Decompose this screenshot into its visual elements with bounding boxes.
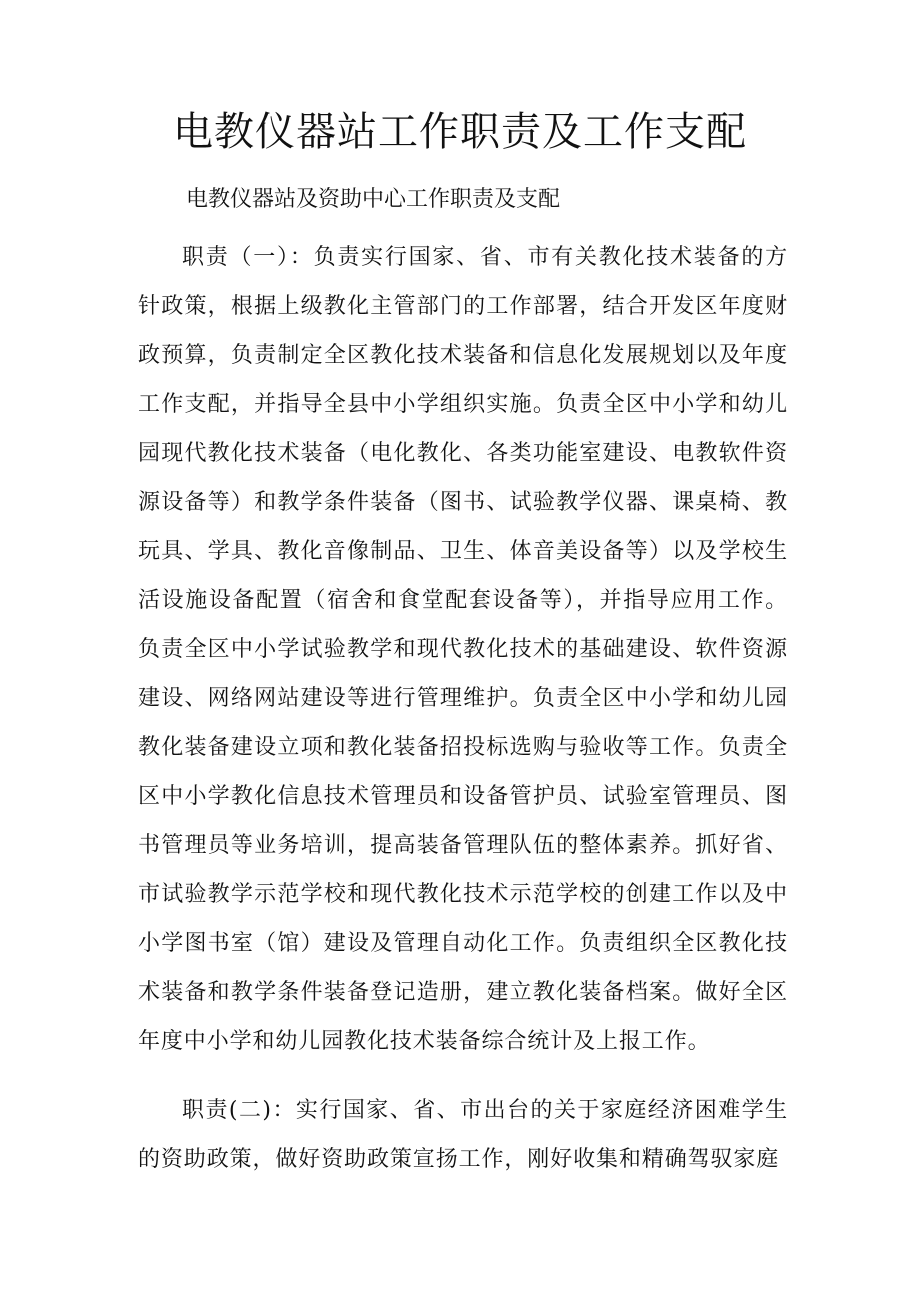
- document-subtitle: 电教仪器站及资助中心工作职责及支配: [186, 187, 561, 212]
- paragraph-duty-1: 职责（一）：负责实行国家、省、市有关教化技术装备的方针政策，根据上级教化主管部门的工作部署，结合开发区年度财政预算，负责制定全区教化技术装备和信息化发展规划以及年度工作支配，并指导全县中小学组织实施。负责全区中小学和幼儿园现代教化技术装备（电化教化、各类功能室建设、电教软件资源设备等）和教学条件装备（图书、试验教学仪器、课桌椅、教玩具、学具、教化音像制品、卫生、体音美设备等）以及学校生活设施设备配置（宿舍和食堂配套设备等），并指导应用工作。负责全区中小学试验教学和现代教化技术的基础建设、软件资源建设、网络网站建设等进行管理维护。负责全区中小学和幼儿园教化装备建设立项和教化装备招投标选购与验收等工作。负责全区中小学教化信息技术管理员和设备管护员、试验室管理员、图书管理员等业务培训，提高装备管理队伍的整体素养。抓好省、市试验教学示范学校和现代教化技术示范学校的创建工作以及中小学图书室（馆）建设及管理自动化工作。负责组织全区教化技术装备和教学条件装备登记造册，建立教化装备档案。做好全区年度中小学和幼儿园教化技术装备综合统计及上报工作。: [138, 245, 788, 1054]
- document-title: 电教仪器站工作职责及工作支配: [173, 109, 747, 155]
- paragraph-duty-2: 职责(二)：实行国家、省、市出台的关于家庭经济困难学生的资助政策，做好资助政策宣扬工作，刚好收集和精确驾驭家庭: [138, 1098, 788, 1172]
